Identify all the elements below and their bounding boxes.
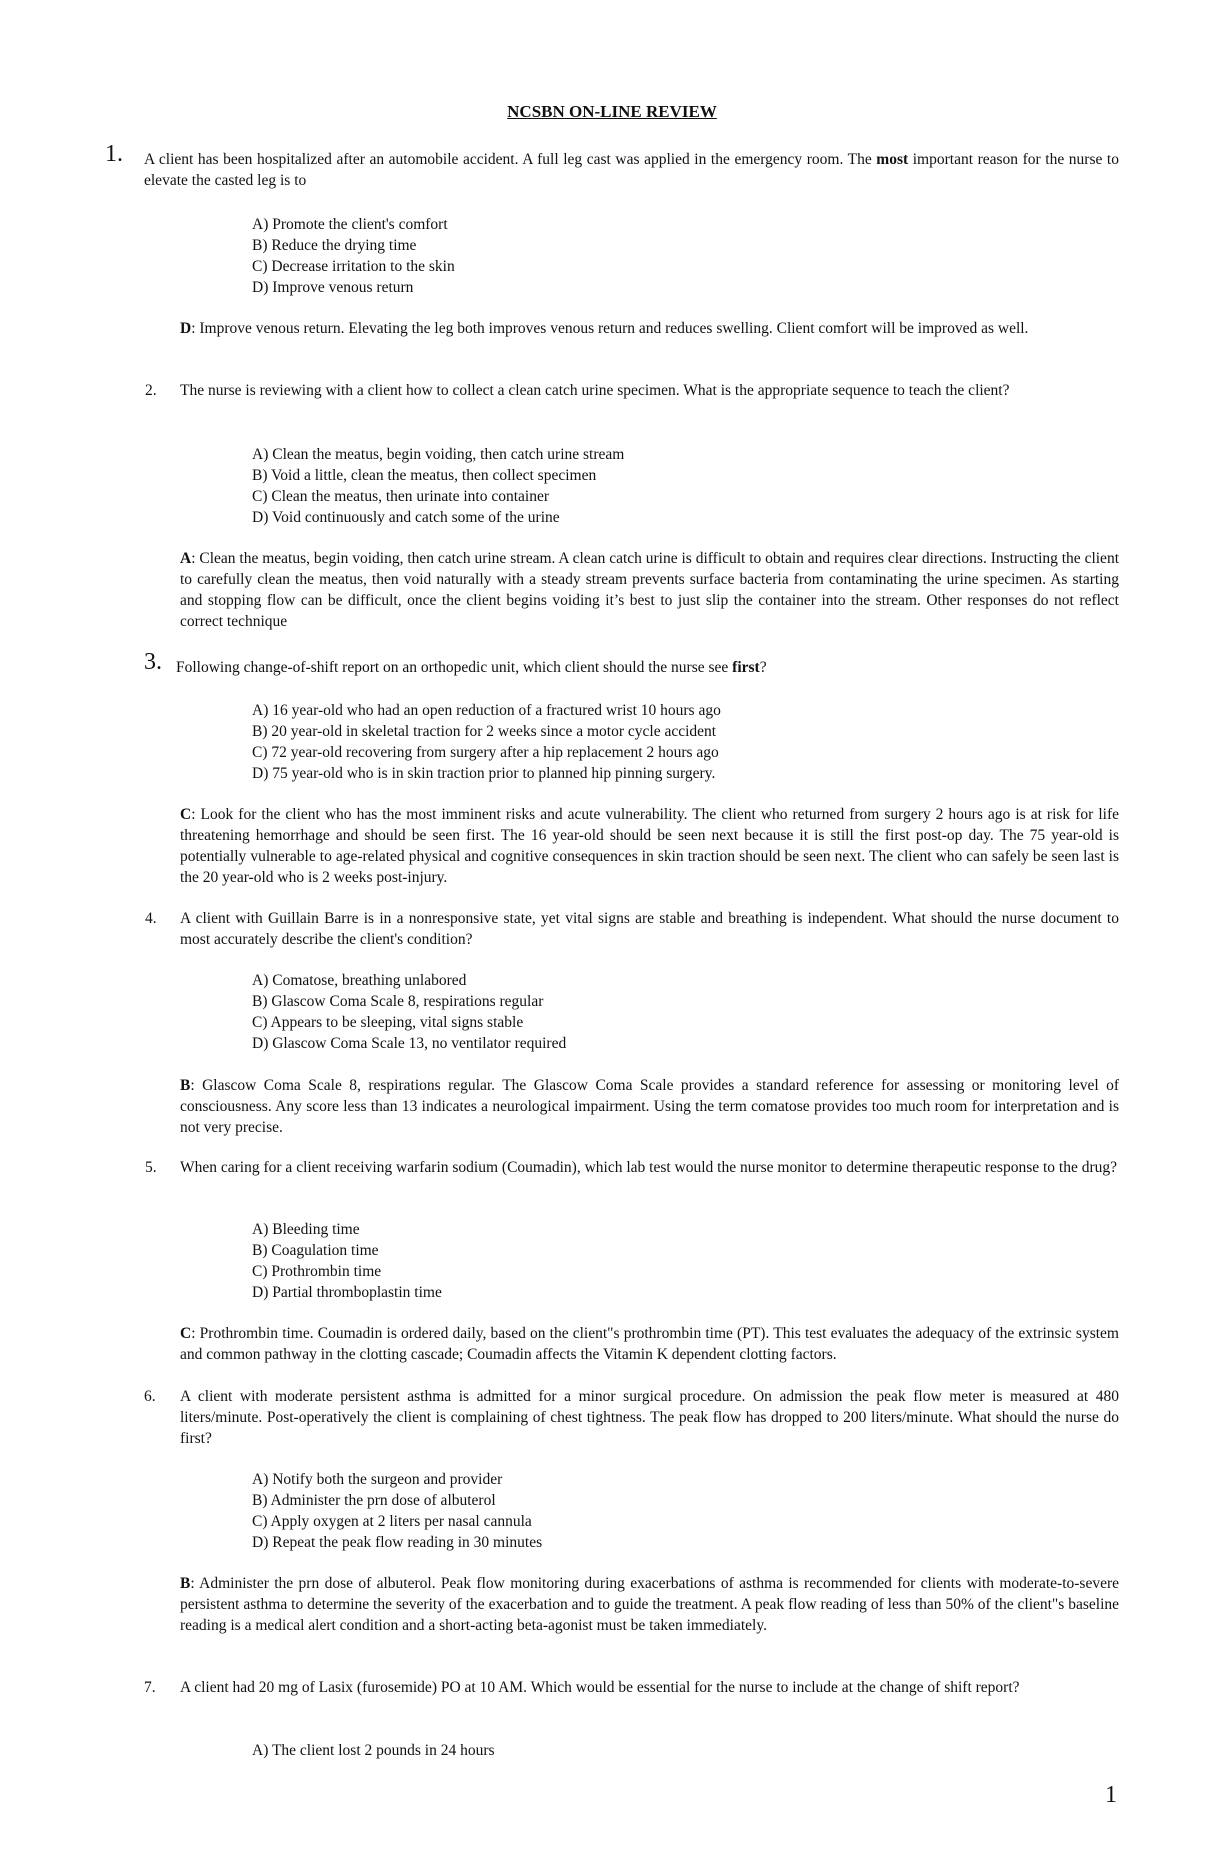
- option-a: A) Comatose, breathing unlabored: [252, 972, 467, 989]
- question-number: 2.: [145, 382, 157, 399]
- options-5: [252, 1219, 442, 1303]
- question-number: 7.: [144, 1679, 156, 1696]
- answer-letter: B: [180, 1077, 191, 1094]
- question-number: 3.: [144, 649, 162, 675]
- options-2: [252, 444, 624, 528]
- option-b: B) Reduce the drying time: [252, 237, 417, 254]
- question-stem-emphasis: first: [732, 659, 760, 676]
- question-6: [144, 1386, 1119, 1449]
- option-d: D) Repeat the peak flow reading in 30 minutes: [252, 1534, 543, 1551]
- page-number: 1: [1105, 1782, 1117, 1808]
- question-number: 4.: [145, 910, 157, 927]
- answer-letter: C: [180, 806, 192, 823]
- option-a: A) Bleeding time: [252, 1221, 360, 1238]
- question-stem-part: Following change-of-shift report on an orthopedic unit, which client should the nurse see: [176, 659, 733, 676]
- option-d: D) Glascow Coma Scale 13, no ventilator required: [252, 1035, 567, 1052]
- question-stem: A client had 20 mg of Lasix (furosemide) PO at 10 AM. Which would be essential for the nurse to include at the change of shift report?: [180, 1679, 1020, 1696]
- question-number: 1.: [105, 141, 123, 167]
- options-4: [252, 970, 566, 1054]
- option-c: C) Apply oxygen at 2 liters per nasal cannula: [252, 1513, 532, 1530]
- question-stem-part: A client has been hospitalized after an automobile accident. A full leg cast was applied in the emergency room. The: [144, 151, 877, 168]
- answer-letter: D: [180, 320, 192, 337]
- question-stem: The nurse is reviewing with a client how to collect a clean catch urine specimen. What is the appropriate sequence to teach the client?: [180, 382, 1010, 399]
- answer-letter: A: [180, 550, 192, 567]
- option-b: B) Void a little, clean the meatus, then collect specimen: [252, 467, 597, 484]
- question-4: [145, 908, 1119, 950]
- answer-letter: B: [180, 1575, 191, 1592]
- option-c: C) Clean the meatus, then urinate into container: [252, 488, 549, 505]
- answer-3: [180, 804, 1119, 888]
- answer-6: [180, 1573, 1119, 1636]
- option-d: D) Improve venous return: [252, 279, 414, 296]
- options-6: [252, 1469, 542, 1553]
- question-number: 6.: [144, 1388, 156, 1405]
- option-b: B) Coagulation time: [252, 1242, 379, 1259]
- answer-1: [180, 318, 1119, 339]
- question-stem-part: ?: [759, 659, 767, 676]
- option-d: D) Void continuously and catch some of the urine: [252, 509, 560, 526]
- answer-text: : Improve venous return. Elevating the leg both improves venous return and reduces swelling. Client comfort will be improved as well.: [191, 320, 1029, 337]
- question-1: [105, 141, 1119, 191]
- option-a: A) 16 year-old who had an open reduction of a fractured wrist 10 hours ago: [252, 702, 721, 719]
- answer-text: : Clean the meatus, begin voiding, then catch urine stream. A clean catch urine is difficult to obtain and requires clear directions. Instructing the client to carefully clean the meatus, then void naturally with a steady stream prevents surface bacteria from contaminating the urine specimen. As starting and stopping flow can be difficult, once the client begins voiding it’s best to just slip the container into the stream. Other responses do not reflect correct technique: [180, 550, 1119, 630]
- option-d: D) 75 year-old who is in skin traction prior to planned hip pinning surgery.: [252, 765, 716, 782]
- options-3: [252, 700, 721, 784]
- option-c: C) Decrease irritation to the skin: [252, 258, 455, 275]
- page-title: NCSBN ON-LINE REVIEW: [507, 102, 717, 121]
- option-a: A) The client lost 2 pounds in 24 hours: [252, 1742, 495, 1759]
- option-a: A) Promote the client's comfort: [252, 216, 448, 233]
- answer-4: [180, 1075, 1119, 1138]
- question-number: 5.: [145, 1159, 157, 1176]
- question-5: [145, 1157, 1119, 1178]
- answer-letter: C: [180, 1325, 192, 1342]
- option-c: C) Appears to be sleeping, vital signs stable: [252, 1014, 524, 1031]
- question-3: [144, 649, 1119, 678]
- option-a: A) Notify both the surgeon and provider: [252, 1471, 503, 1488]
- option-b: B) Glascow Coma Scale 8, respirations regular: [252, 993, 544, 1010]
- answer-5: [180, 1323, 1119, 1365]
- answer-text: : Glascow Coma Scale 8, respirations regular. The Glascow Coma Scale provides a standard reference for assessing or monitoring level of consciousness. Any score less than 13 indicates a neurological impairment. Using the term comatose provides too much room for interpretation and is not very precise.: [180, 1077, 1119, 1136]
- option-a: A) Clean the meatus, begin voiding, then catch urine stream: [252, 446, 625, 463]
- question-stem: A client with moderate persistent asthma is admitted for a minor surgical procedure. On admission the peak flow meter is measured at 480 liters/minute. Post-operatively the client is complaining of chest tightness. The peak flow has dropped to 200 liters/minute. What should the nurse do first?: [180, 1388, 1119, 1447]
- question-2: [145, 380, 1119, 401]
- option-c: C) 72 year-old recovering from surgery after a hip replacement 2 hours ago: [252, 744, 719, 761]
- option-c: C) Prothrombin time: [252, 1263, 382, 1280]
- question-stem: When caring for a client receiving warfarin sodium (Coumadin), which lab test would the nurse monitor to determine therapeutic response to the drug?: [180, 1159, 1118, 1176]
- option-b: B) Administer the prn dose of albuterol: [252, 1492, 496, 1509]
- option-b: B) 20 year-old in skeletal traction for 2 weeks since a motor cycle accident: [252, 723, 717, 740]
- options-1: [252, 214, 455, 298]
- answer-text: : Prothrombin time. Coumadin is ordered daily, based on the client"s prothrombin time (PT). This test evaluates the adequacy of the extrinsic system and common pathway in the clotting cascade; Coumadin affects the Vitamin K dependent clotting factors.: [180, 1325, 1119, 1363]
- option-d: D) Partial thromboplastin time: [252, 1284, 442, 1301]
- answer-text: : Administer the prn dose of albuterol. Peak flow monitoring during exacerbations of asthma is recommended for clients with moderate-to-severe persistent asthma to determine the severity of the exacerbation and to guide the treatment. A peak flow reading of less than 50% of the client"s baseline reading is a medical alert condition and a short-acting beta-agonist must be taken immediately.: [180, 1575, 1119, 1634]
- options-7: [252, 1740, 495, 1761]
- question-stem: A client with Guillain Barre is in a nonresponsive state, yet vital signs are stable and breathing is independent. What should the nurse document to most accurately describe the client's condition?: [180, 910, 1119, 948]
- question-7: [144, 1677, 1119, 1698]
- question-stem-emphasis: most: [876, 151, 909, 168]
- answer-2: [180, 548, 1119, 632]
- question-stem-part: important reason for the nurse to elevate the casted leg is to: [144, 151, 1119, 189]
- answer-text: : Look for the client who has the most imminent risks and acute vulnerability. The client who returned from surgery 2 hours ago is at risk for life threatening hemorrhage and should be seen first. The 16 year-old should be seen next because it is still the first post-op day. The 75 year-old is potentially vulnerable to age-related physical and cognitive consequences in skin traction should be seen next. The client who can safely be seen last is the 20 year-old who is 2 weeks post-injury.: [180, 806, 1119, 886]
